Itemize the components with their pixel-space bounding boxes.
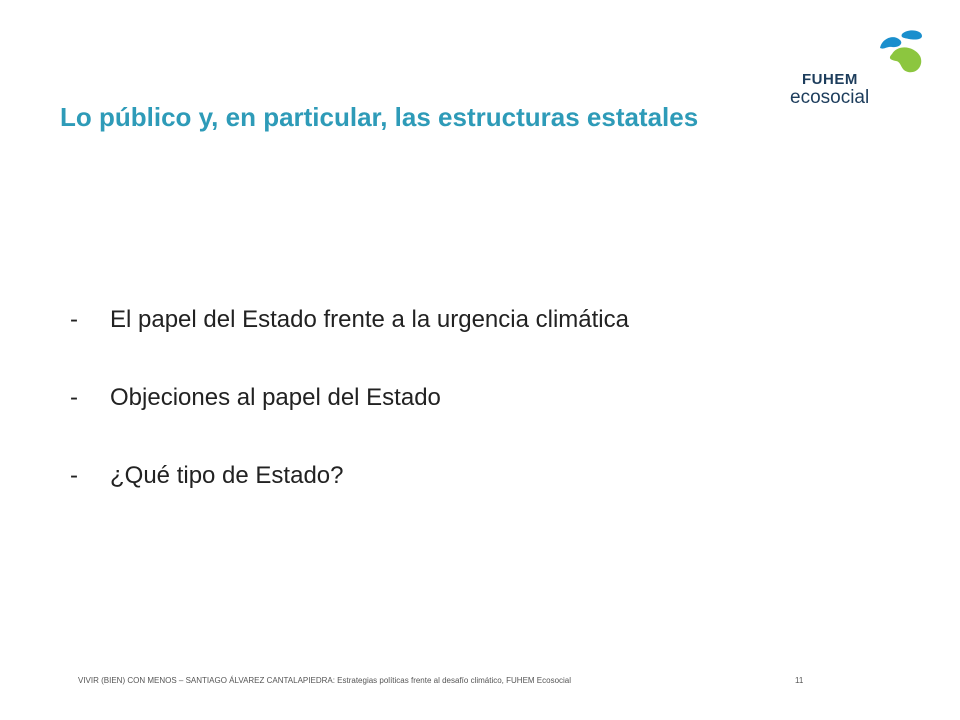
fuhem-ecosocial-logo: [790, 28, 930, 108]
bullet-text: Objeciones al papel del Estado: [110, 384, 441, 411]
bullet-item: [70, 306, 629, 346]
logo-brand-top: FUHEM: [802, 71, 858, 88]
bullet-item: [70, 462, 629, 502]
page-number: 11: [795, 676, 804, 685]
bullet-dash: -: [70, 306, 78, 333]
bullet-text: ¿Qué tipo de Estado?: [110, 462, 344, 489]
slide-title: Lo público y, en particular, las estructuras estatales: [60, 102, 699, 132]
bullet-item: [70, 384, 629, 424]
bullet-dash: -: [70, 462, 78, 489]
slide-footer: VIVIR (BIEN) CON MENOS – SANTIAGO ÁLVAREZ CANTALAPIEDRA: Estrategias políticas frente al desafío climático, FUHEM Ecosocial: [78, 676, 572, 685]
logo-mark-icon: [878, 28, 924, 76]
bullet-text: El papel del Estado frente a la urgencia climática: [110, 306, 629, 333]
bullet-list: [70, 306, 629, 540]
bullet-dash: -: [70, 384, 78, 411]
logo-brand-bottom: ecosocial: [790, 87, 870, 108]
